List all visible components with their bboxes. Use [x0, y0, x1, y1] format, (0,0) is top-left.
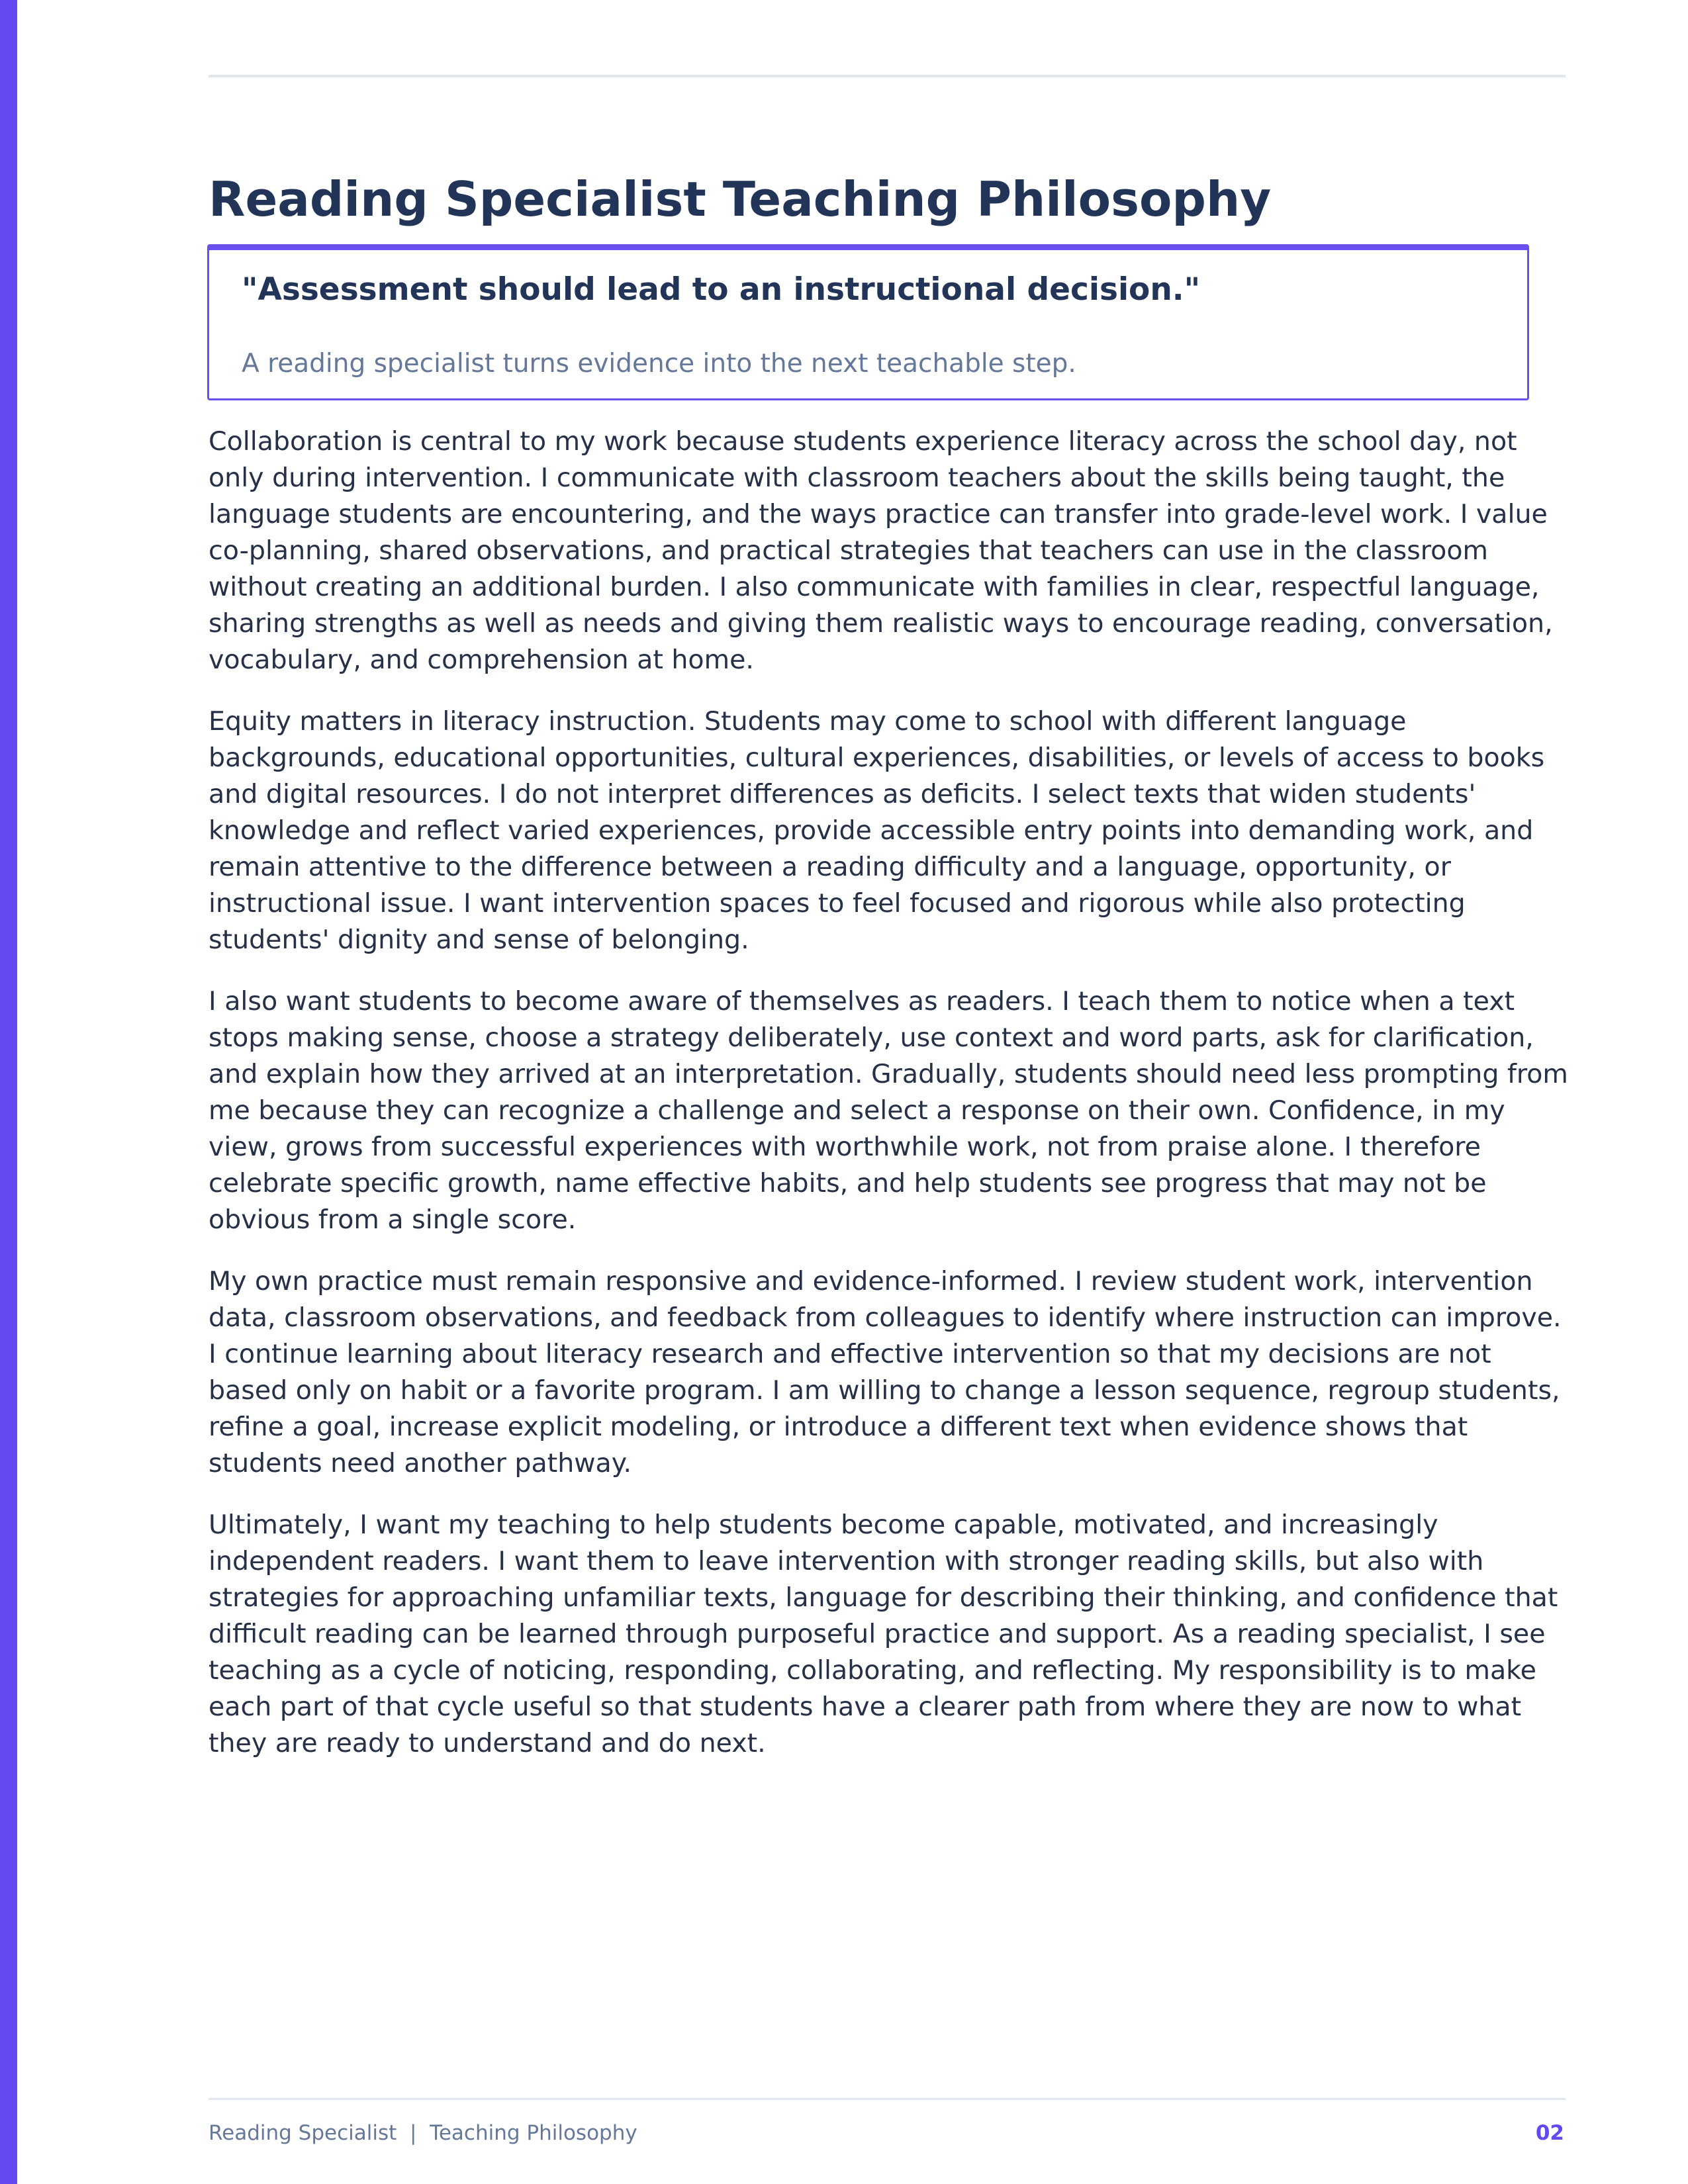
footer-divider: [209, 2098, 1566, 2100]
quote-callout: [207, 244, 1529, 400]
callout-quote: "Assessment should lead to an instructional decision.": [242, 271, 1201, 308]
footer-label: Reading Specialist | Teaching Philosophy: [209, 2121, 637, 2145]
callout-subtext: A reading specialist turns evidence into the next teachable step.: [242, 349, 1076, 379]
accent-side-bar: [0, 0, 17, 2184]
paragraph-collaboration: Collaboration is central to my work because students experience literacy across the school day, not only during intervention. I communicate with classroom teachers about the skills being taught, the language students are encountering, and the ways practice can transfer into grade-level work. I value co-planning, shared observations, and practical strategies that teachers can use in the classroom without creating an additional burden. I also communicate with families in clear, respectful language, sharing strengths as well as needs and giving them realistic ways to encourage reading, conversation, vocabulary, and comprehension at home.: [209, 426, 1553, 675]
page-title: Reading Specialist Teaching Philosophy: [209, 171, 1272, 227]
paragraph-responsive-practice: My own practice must remain responsive and evidence-informed. I review student work, intervention data, classroom observations, and feedback from colleagues to identify where instruction can improve. I continue learning about literacy research and effective intervention so that my decisions are not based only on habit or a favorite program. I am willing to change a lesson sequence, regroup students, refine a goal, increase explicit modeling, or introduce a different text when evidence shows that students need another pathway.: [209, 1266, 1562, 1479]
header-divider: [209, 75, 1566, 77]
body-text: [209, 424, 1572, 1787]
paragraph-equity: Equity matters in literacy instruction. Students may come to school with different language backgrounds, educational opportunities, cultural experiences, disabilities, or levels of access to books and digital resources. I do not interpret differences as deficits. I select texts that widen students' knowledge and reflect varied experiences, provide accessible entry points into demanding work, and remain attentive to the difference between a reading difficulty and a language, opportunity, or instructional issue. I want intervention spaces to feel focused and rigorous while also protecting students' dignity and sense of belonging.: [209, 706, 1545, 955]
page-number: 02: [1535, 2121, 1564, 2145]
paragraph-reader-awareness: I also want students to become aware of themselves as readers. I teach them to notice when a text stops making sense, choose a strategy deliberately, use context and word parts, ask for clarification, and explain how they arrived at an interpretation. Gradually, students should need less prompting from me because they can recognize a challenge and select a response on their own. Confidence, in my view, grows from successful experiences with worthwhile work, not from praise alone. I therefore celebrate specific growth, name effective habits, and help students see progress that may not be obvious from a single score.: [209, 986, 1568, 1235]
paragraph-conclusion: Ultimately, I want my teaching to help students become capable, motivated, and increasingly independent readers. I want them to leave intervention with stronger reading skills, but also with strategies for approaching unfamiliar texts, language for describing their thinking, and confidence that difficult reading can be learned through purposeful practice and support. As a reading specialist, I see teaching as a cycle of noticing, responding, collaborating, and reflecting. My responsibility is to make each part of that cycle useful so that students have a clearer path from where they are now to what they are ready to understand and do next.: [209, 1510, 1558, 1758]
